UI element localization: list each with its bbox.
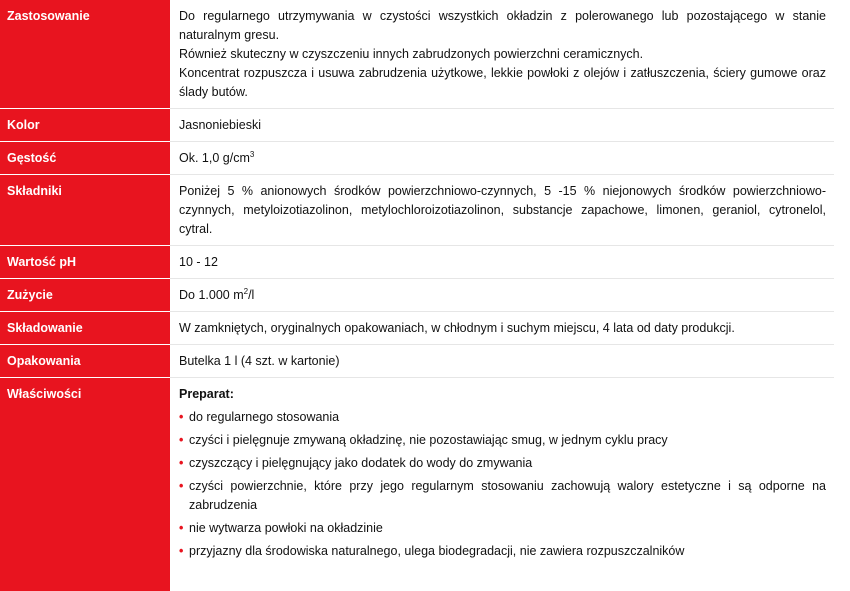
spec-row-skladowanie <box>0 312 834 345</box>
spec-value: Ok. 1,0 $g/cm^3$ <box>170 142 834 175</box>
spec-value: Do 1.000 $m^2/l$ <box>170 279 834 312</box>
bullet-icon: • <box>179 519 183 538</box>
spec-value: W zamkniętych, oryginalnych opakowaniach, w chłodnym i suchym miejscu, 4 lata od daty produkcji. <box>170 312 834 345</box>
spec-row-skladniki <box>0 175 834 246</box>
spec-value: 10 - 12 <box>170 246 834 279</box>
value-line: Do regularnego utrzymywania w czystości wszystkich okładzin z polerowanego lub pozostającego w stanie naturalnym gresu. <box>179 7 826 45</box>
spec-label: Składowanie <box>0 312 170 345</box>
spec-row-zuzycie <box>0 279 834 312</box>
bullet-icon: • <box>179 477 183 496</box>
spec-label: Zastosowanie <box>0 0 170 109</box>
list-item: • czyści powierzchnie, które przy jego regularnym stosowaniu zachowują walory estetyczne i są odporne na zabrudzenia <box>179 477 826 515</box>
list-item: • czyszczący i pielęgnujący jako dodatek do wody do zmywania <box>179 454 826 473</box>
spec-label: Kolor <box>0 109 170 142</box>
superscript: 3 <box>250 150 254 159</box>
spec-value <box>170 0 834 109</box>
spec-row-gestosc <box>0 142 834 175</box>
spec-label: Właściwości <box>0 378 170 591</box>
value-line: Również skuteczny w czyszczeniu innych zabrudzonych powierzchni ceramicznych. <box>179 45 826 64</box>
properties-heading: Preparat: <box>179 385 826 404</box>
list-item: • czyści i pielęgnuje zmywaną okładzinę, nie pozostawiając smug, w jednym cyklu pracy <box>179 431 826 450</box>
properties-list <box>179 408 826 561</box>
bullet-icon: • <box>179 431 183 450</box>
spec-label: Wartość pH <box>0 246 170 279</box>
spec-value: Butelka 1 l (4 szt. w kartonie) <box>170 345 834 378</box>
spec-value: Jasnoniebieski <box>170 109 834 142</box>
spec-row-opakowania <box>0 345 834 378</box>
bullet-icon: • <box>179 542 183 561</box>
list-item: • przyjazny dla środowiska naturalnego, ulega biodegradacji, nie zawiera rozpuszczalników <box>179 542 826 561</box>
superscript: 2 <box>244 287 248 296</box>
spec-label: Składniki <box>0 175 170 246</box>
spec-row-ph <box>0 246 834 279</box>
bullet-icon: • <box>179 454 183 473</box>
spec-row-wlasciwosci <box>0 378 834 591</box>
spec-label: Gęstość <box>0 142 170 175</box>
list-item: • nie wytwarza powłoki na okładzinie <box>179 519 826 538</box>
spec-label: Opakowania <box>0 345 170 378</box>
spec-value <box>170 378 834 591</box>
spec-row-kolor <box>0 109 834 142</box>
spec-label: Zużycie <box>0 279 170 312</box>
list-item: • do regularnego stosowania <box>179 408 826 427</box>
value-line: Koncentrat rozpuszcza i usuwa zabrudzenia użytkowe, lekkie powłoki z olejów i zatłuszczenia, ściery gumowe oraz ślady butów. <box>179 64 826 102</box>
spec-row-zastosowanie <box>0 0 834 109</box>
bullet-icon: • <box>179 408 183 427</box>
spec-value: Poniżej 5 % anionowych środków powierzchniowo-czynnych, 5 -15 % niejonowych środków powierzchniowo-czynnych, metyloizotiazolinon, metylochloroizotiazolinon, substancje zapachowe, limonen, geraniol, cytronelol, cytral. <box>170 175 834 246</box>
